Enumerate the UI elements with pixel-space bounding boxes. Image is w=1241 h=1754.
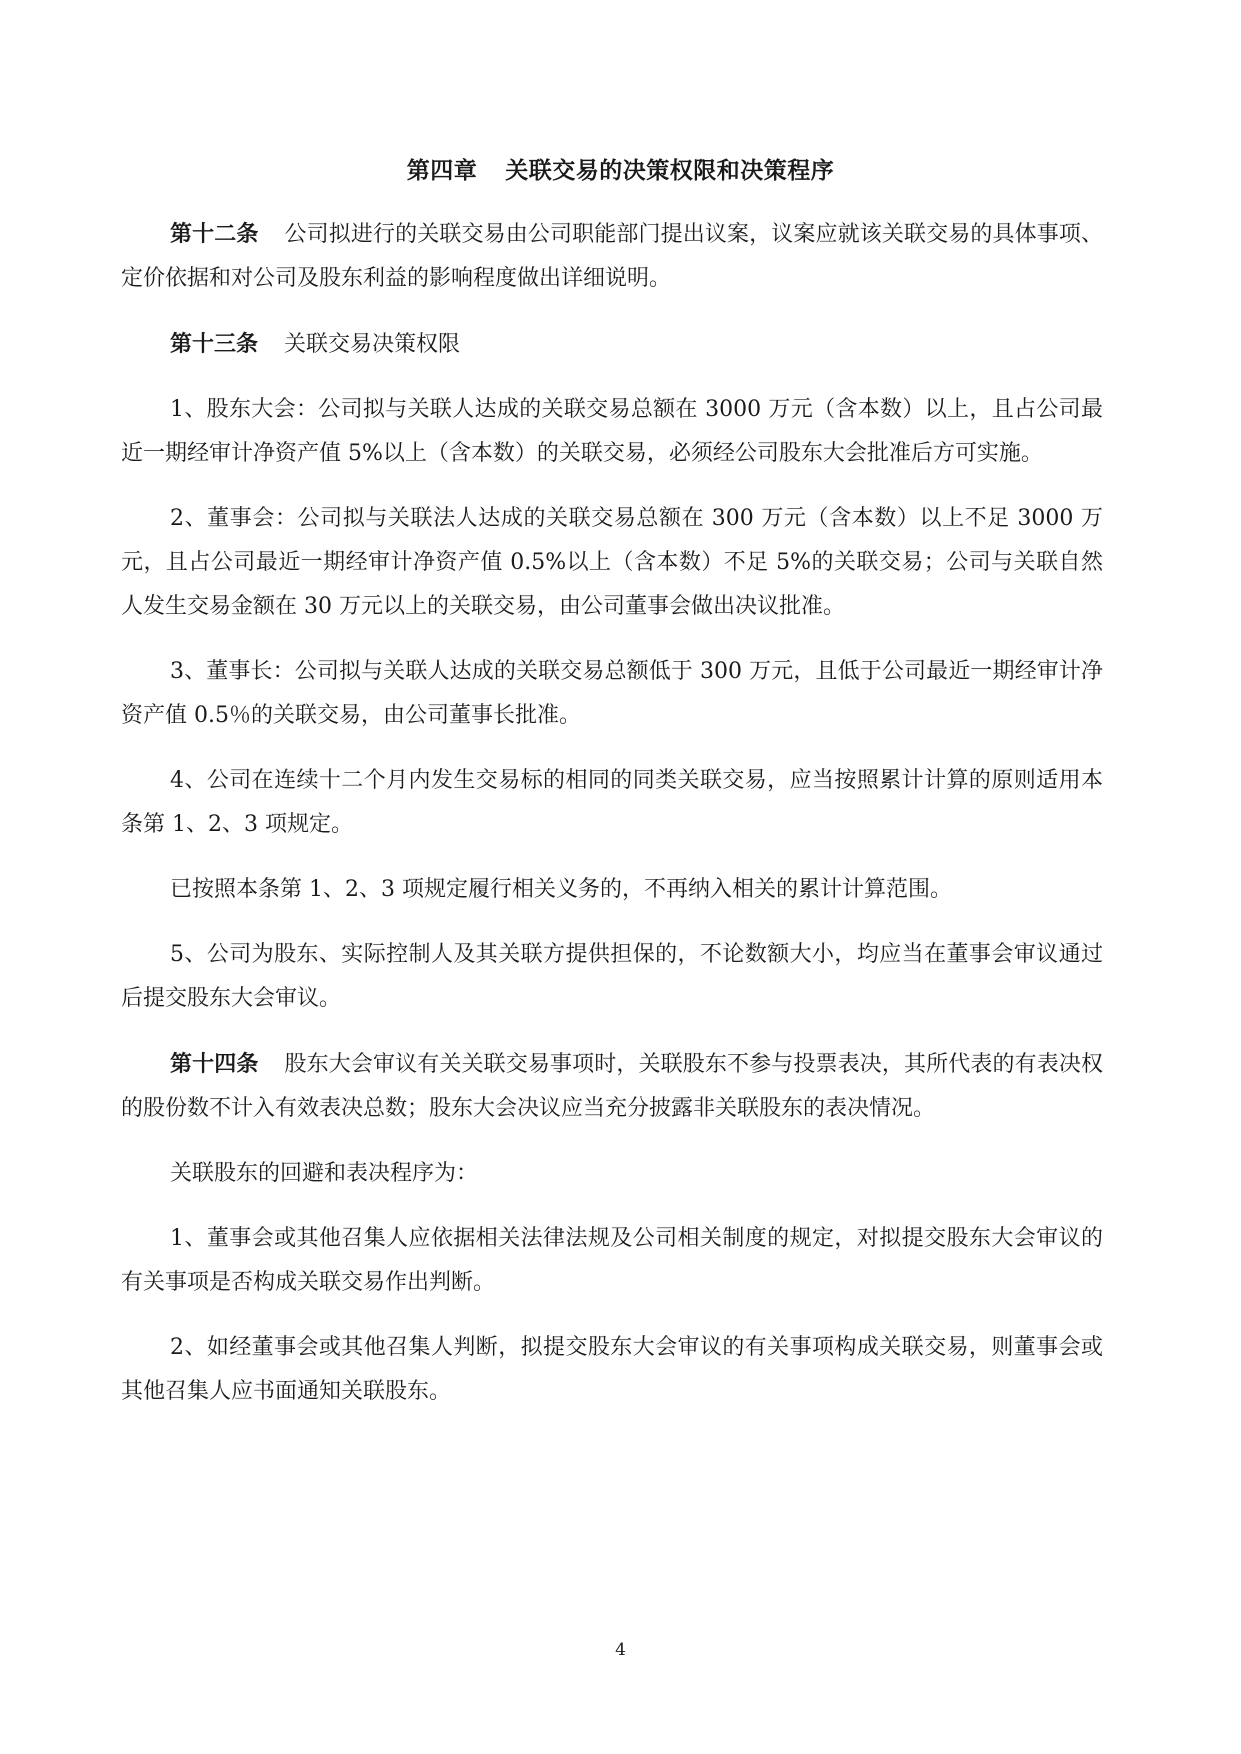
paragraph-item xyxy=(121,650,1103,738)
paragraph-item xyxy=(121,868,1103,912)
chapter-number: 第四章 xyxy=(406,157,478,184)
paragraph-item xyxy=(121,497,1103,629)
paragraph-item xyxy=(121,759,1103,847)
paragraph-text: 关联交易决策权限 xyxy=(284,332,461,357)
article-label: 第十三条 xyxy=(170,331,259,357)
paragraph-text: 1、股东大会：公司拟与关联人达成的关联交易总额在 3000 万元（含本数）以上，且占公司最近一期经审计净资产值 5%以上（含本数）的关联交易，必须经公司股东大会批准后方可实施。 xyxy=(121,397,1103,466)
paragraph-article-14 xyxy=(121,1042,1103,1131)
body-text xyxy=(121,212,1103,1435)
paragraph-item xyxy=(121,1152,1103,1196)
chapter-heading: 关联交易的决策权限和决策程序 xyxy=(505,157,835,184)
paragraph-item xyxy=(121,388,1103,476)
article-label: 第十二条 xyxy=(170,221,259,247)
paragraph-text: 2、董事会：公司拟与关联法人达成的关联交易总额在 300 万元（含本数）以上不足 3000 万元，且占公司最近一期经审计净资产值 0.5%以上（含本数）不足 5%的关联交易；公司与关联自然人发生交易金额在 30 万元以上的关联交易，由公司董事会做出决议批准。 xyxy=(121,506,1103,619)
paragraph-text: 3、董事长：公司拟与关联人达成的关联交易总额低于 300 万元，且低于公司最近一期经审计净资产值 0.5％的关联交易，由公司董事长批准。 xyxy=(121,659,1103,728)
paragraph-item xyxy=(121,1326,1103,1414)
paragraph-text: 1、董事会或其他召集人应依据相关法律法规及公司相关制度的规定，对拟提交股东大会审议的有关事项是否构成关联交易作出判断。 xyxy=(121,1226,1103,1295)
paragraph-article-13 xyxy=(121,322,1103,367)
paragraph-text: 5、公司为股东、实际控制人及其关联方提供担保的，不论数额大小，均应当在董事会审议通过后提交股东大会审议。 xyxy=(121,942,1103,1011)
paragraph-text: 公司拟进行的关联交易由公司职能部门提出议案，议案应就该关联交易的具体事项、定价依据和对公司及股东利益的影响程度做出详细说明。 xyxy=(121,222,1103,291)
paragraph-text: 关联股东的回避和表决程序为： xyxy=(170,1161,479,1186)
paragraph-text: 4、公司在连续十二个月内发生交易标的相同的同类关联交易，应当按照累计计算的原则适用本条第 1、2、3 项规定。 xyxy=(121,768,1103,837)
page-number: 4 xyxy=(615,1640,626,1660)
paragraph-article-12 xyxy=(121,212,1103,301)
article-label: 第十四条 xyxy=(170,1051,259,1077)
paragraph-text: 2、如经董事会或其他召集人判断，拟提交股东大会审议的有关事项构成关联交易，则董事会或其他召集人应书面通知关联股东。 xyxy=(121,1335,1103,1404)
paragraph-text: 股东大会审议有关关联交易事项时，关联股东不参与投票表决，其所代表的有表决权的股份数不计入有效表决总数；股东大会决议应当充分披露非关联股东的表决情况。 xyxy=(121,1052,1103,1121)
paragraph-text: 已按照本条第 1、2、3 项规定履行相关义务的，不再纳入相关的累计计算范围。 xyxy=(170,877,952,902)
paragraph-item xyxy=(121,1217,1103,1305)
chapter-title xyxy=(0,152,1241,185)
paragraph-item xyxy=(121,933,1103,1021)
